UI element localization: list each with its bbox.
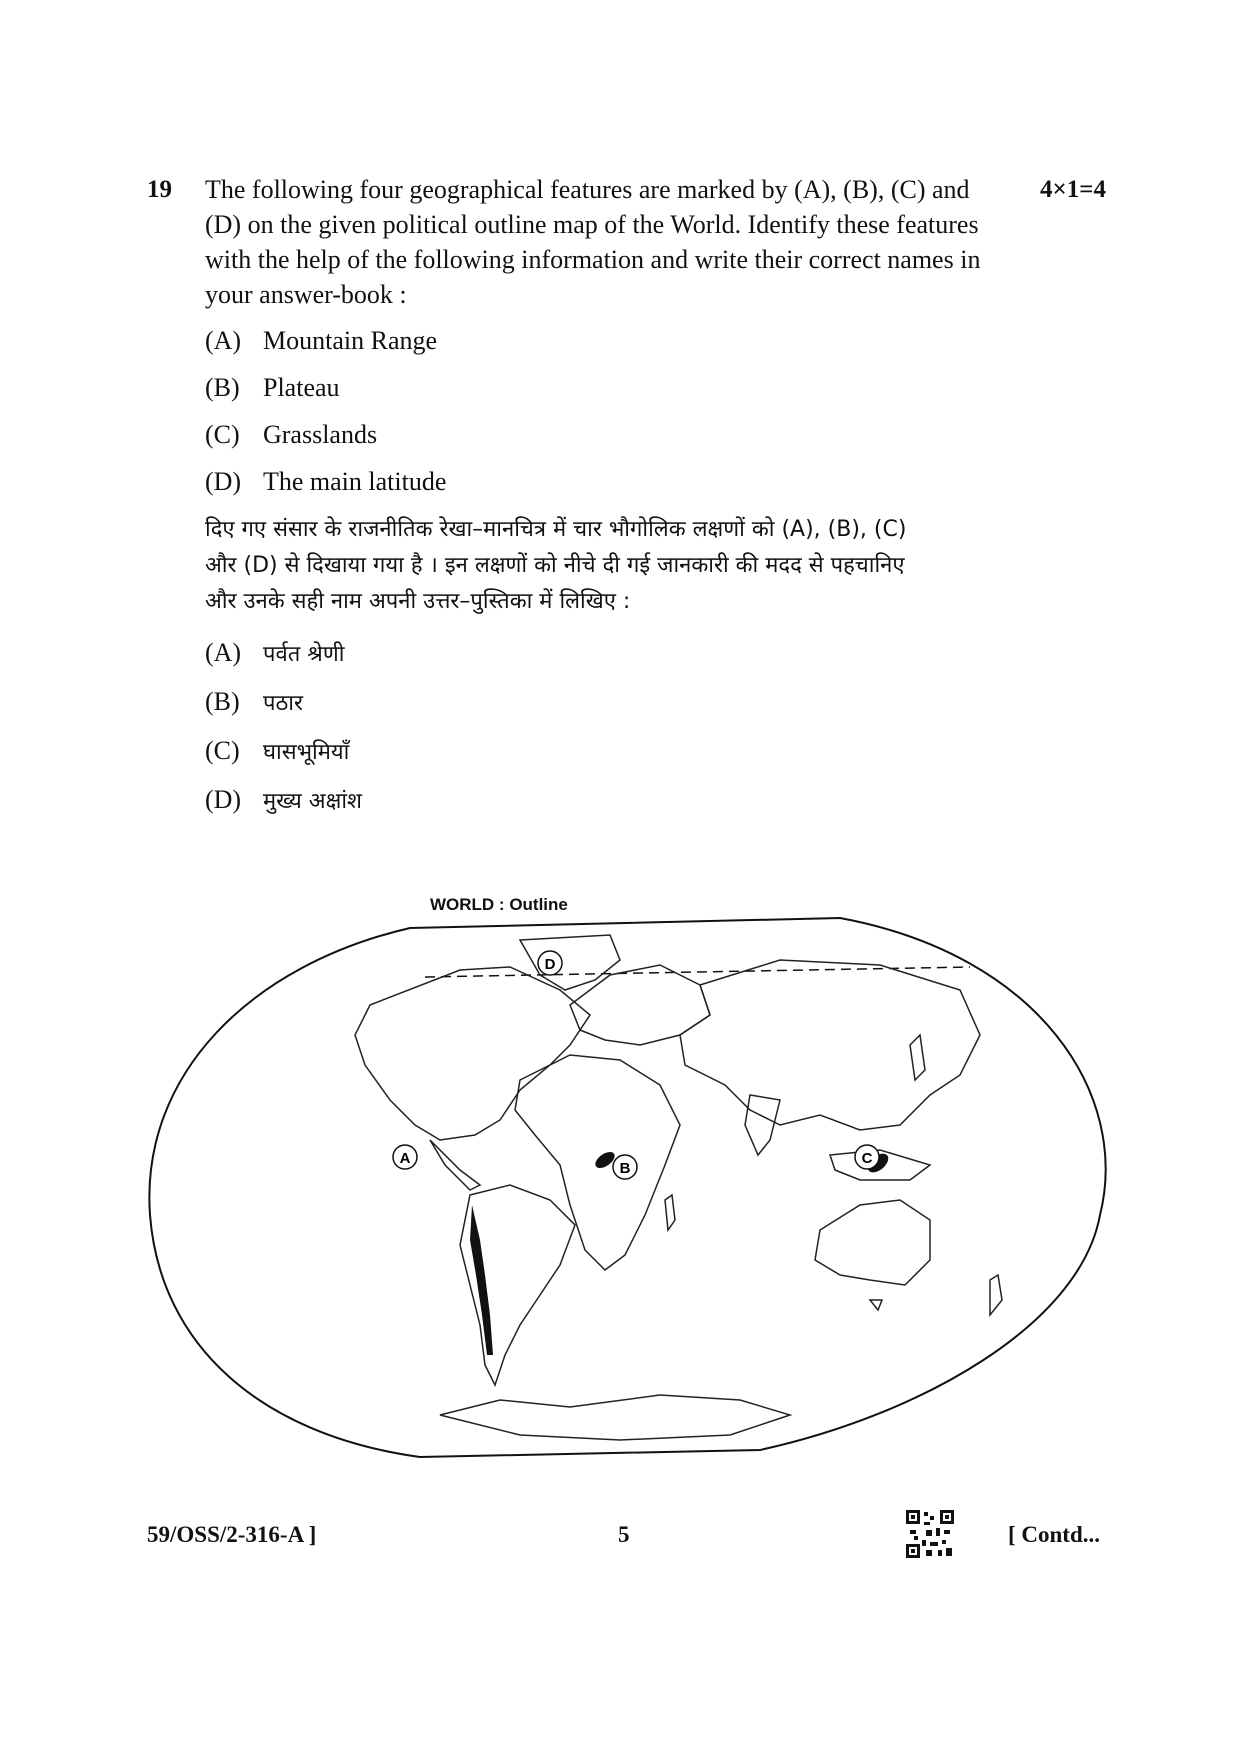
question-text-hindi bbox=[205, 512, 1055, 620]
option-text: The main latitude bbox=[263, 467, 447, 496]
option-text: मुख्य अक्षांश bbox=[263, 789, 363, 814]
new-zealand-outline bbox=[990, 1275, 1002, 1315]
footer-page-number: 5 bbox=[618, 1522, 630, 1547]
south-america-outline bbox=[460, 1185, 575, 1385]
question-marks: 4×1=4 bbox=[1040, 176, 1106, 203]
footer-contd: [ Contd... bbox=[1008, 1522, 1101, 1547]
asia-outline bbox=[680, 960, 980, 1130]
marker-c-label: C bbox=[861, 1150, 873, 1167]
option-letter: (B) bbox=[205, 687, 240, 716]
australia-outline bbox=[815, 1200, 930, 1285]
option-letter: (D) bbox=[205, 467, 242, 496]
europe-outline bbox=[570, 965, 710, 1045]
option-letter: (C) bbox=[205, 736, 240, 765]
option-letter: (C) bbox=[205, 420, 240, 449]
hindi-option-c bbox=[205, 736, 349, 766]
map-svg bbox=[140, 895, 1120, 1465]
hindi-line: और उनके सही नाम अपनी उत्तर–पुस्तिका में लिखिए : bbox=[205, 589, 631, 614]
option-text: घासभूमियाँ bbox=[263, 740, 350, 765]
world-outline-map bbox=[140, 895, 1120, 1465]
question-line: The following four geographical features are marked by (A), (B), (C) and bbox=[205, 175, 970, 204]
footer-paper-code: 59/OSS/2-316-A ] bbox=[147, 1522, 317, 1547]
central-america-outline bbox=[430, 1140, 480, 1190]
option-letter: (A) bbox=[205, 638, 242, 667]
option-b bbox=[205, 373, 340, 403]
hindi-option-a bbox=[205, 638, 344, 668]
india-outline bbox=[745, 1095, 780, 1155]
question-line: with the help of the following information and write their correct names in bbox=[205, 245, 981, 274]
hindi-option-d bbox=[205, 785, 362, 815]
question-line: (D) on the given political outline map of the World. Identify these features bbox=[205, 210, 979, 239]
marker-a-label: A bbox=[399, 1150, 411, 1167]
option-d bbox=[205, 467, 446, 497]
marker-b-label: B bbox=[619, 1160, 631, 1177]
option-text: Grasslands bbox=[263, 420, 378, 449]
option-a bbox=[205, 326, 437, 356]
marker-d-label: D bbox=[544, 956, 556, 973]
hindi-line: और (D) से दिखाया गया है । इन लक्षणों को नीचे दी गई जानकारी की मदद से पहचानिए bbox=[205, 553, 905, 578]
map-title: WORLD : Outline bbox=[430, 895, 568, 914]
question-number: 19 bbox=[147, 176, 172, 203]
option-letter: (D) bbox=[205, 785, 242, 814]
map-frame bbox=[149, 918, 1105, 1457]
question-line: your answer-book : bbox=[205, 280, 407, 309]
option-text: Mountain Range bbox=[263, 326, 438, 355]
option-text: Plateau bbox=[263, 373, 340, 402]
north-america-outline bbox=[355, 967, 590, 1140]
option-letter: (A) bbox=[205, 326, 242, 355]
greenland-outline bbox=[520, 935, 620, 990]
tasmania-outline bbox=[870, 1300, 882, 1310]
hindi-option-b bbox=[205, 687, 303, 717]
japan-outline bbox=[910, 1035, 925, 1080]
question-text-english bbox=[205, 172, 1025, 312]
madagascar-outline bbox=[665, 1195, 675, 1230]
option-c bbox=[205, 420, 377, 450]
hindi-line: दिए गए संसार के राजनीतिक रेखा–मानचित्र में चार भौगोलिक लक्षणों को (A), (B), (C) bbox=[205, 517, 907, 542]
qr-code-icon bbox=[906, 1510, 954, 1558]
option-letter: (B) bbox=[205, 373, 240, 402]
option-text: पर्वत श्रेणी bbox=[263, 642, 345, 667]
latitude-line bbox=[425, 967, 970, 977]
option-text: पठार bbox=[263, 691, 303, 716]
antarctica-outline bbox=[440, 1395, 790, 1440]
